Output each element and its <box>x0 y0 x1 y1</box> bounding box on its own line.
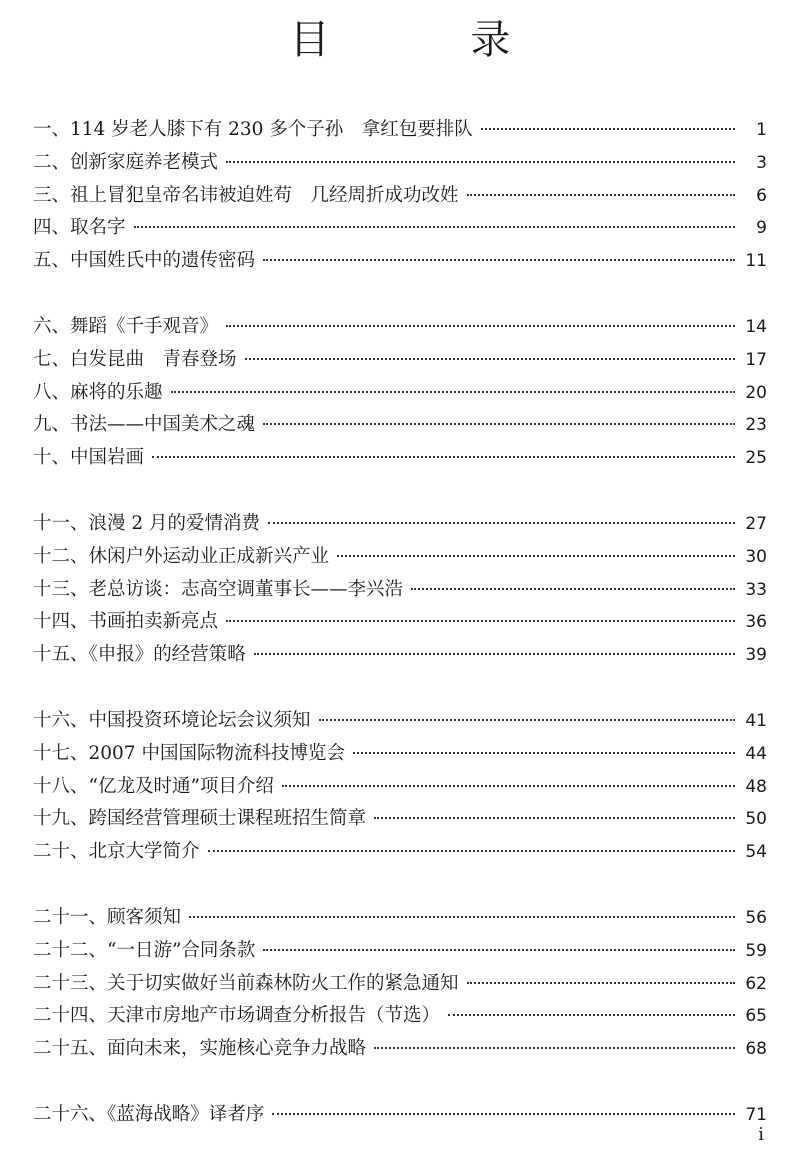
toc-entry-page-number: 39 <box>745 645 767 666</box>
dot-leader <box>152 455 735 458</box>
toc-entry-page-number: 23 <box>745 415 767 436</box>
toc-entry[interactable] <box>33 902 767 935</box>
toc-entry[interactable] <box>33 245 767 278</box>
toc-entry-page-number: 71 <box>745 1104 767 1125</box>
toc-entry-page-number: 14 <box>745 316 767 337</box>
toc-entry[interactable] <box>33 606 767 639</box>
toc-entry[interactable] <box>33 409 767 442</box>
dot-leader <box>245 357 735 360</box>
dot-leader <box>263 422 735 425</box>
dot-leader <box>226 619 735 622</box>
toc-entry[interactable] <box>33 968 767 1001</box>
dot-leader <box>254 652 735 655</box>
toc-entry-page-number: 17 <box>745 349 767 370</box>
toc-entry[interactable] <box>33 147 767 180</box>
toc-entry[interactable] <box>33 639 767 672</box>
toc-entry[interactable] <box>33 180 767 213</box>
toc-entry[interactable] <box>33 1099 767 1132</box>
dot-leader <box>268 521 735 524</box>
dot-leader <box>134 225 735 228</box>
toc-entry-title: 二十六、《蓝海战略》译者序 <box>33 1103 265 1125</box>
toc-entry-page-number: 25 <box>745 448 767 469</box>
toc-entry-title: 四、取名字 <box>33 217 126 239</box>
toc-entry-title: 六、舞蹈《千手观音》 <box>33 315 219 337</box>
dot-leader <box>282 784 735 787</box>
toc-entry-title: 三、祖上冒犯皇帝名讳被迫姓苟 几经周折成功改姓 <box>33 184 459 206</box>
toc-entry-page-number: 50 <box>745 809 767 830</box>
toc-entry-title: 十八、“亿龙及时通”项目介绍 <box>33 775 274 797</box>
toc-entry[interactable] <box>33 574 767 607</box>
toc-entry-title: 一、114 岁老人膝下有 230 多个子孙 拿红包要排队 <box>33 119 473 140</box>
toc-entry[interactable] <box>33 377 767 410</box>
dot-leader <box>208 849 735 852</box>
toc-entry[interactable] <box>33 541 767 574</box>
toc-entry[interactable] <box>33 114 767 147</box>
toc-entry-title: 十二、休闲户外运动业正成新兴产业 <box>33 545 330 567</box>
toc-entry-title: 七、白发昆曲 青春登场 <box>33 348 237 370</box>
toc-entry-page-number: 68 <box>745 1039 767 1060</box>
toc-entry-page-number: 44 <box>745 743 767 764</box>
toc-entry[interactable] <box>33 508 767 541</box>
dot-leader <box>171 390 735 393</box>
toc-entry-page-number: 41 <box>745 710 767 731</box>
toc-entry-page-number: 9 <box>756 218 767 239</box>
toc-entry-title: 十一、浪漫 2 月的爱情消费 <box>33 512 261 534</box>
toc-entry-page-number: 1 <box>756 120 767 140</box>
toc-entry-page-number: 33 <box>745 579 767 600</box>
toc-group <box>33 311 767 475</box>
dot-leader <box>481 127 735 130</box>
dot-leader <box>189 915 735 918</box>
toc-entry-title: 二十三、关于切实做好当前森林防火工作的紧急通知 <box>33 972 459 994</box>
dot-leader <box>226 324 735 327</box>
dot-leader <box>411 587 735 590</box>
toc-entry[interactable] <box>33 836 767 869</box>
toc-entry[interactable] <box>33 1000 767 1033</box>
toc-entry-title: 五、中国姓氏中的遗传密码 <box>33 250 256 272</box>
toc-entry[interactable] <box>33 311 767 344</box>
toc-entry-page-number: 56 <box>745 907 767 928</box>
toc-entry-title: 十、中国岩画 <box>33 447 145 469</box>
toc-entry[interactable] <box>33 771 767 804</box>
toc-group <box>33 1099 767 1132</box>
toc-group <box>33 508 767 672</box>
toc-entry[interactable] <box>33 1033 767 1066</box>
toc-entry[interactable] <box>33 803 767 836</box>
toc-entry[interactable] <box>33 344 767 377</box>
toc-entry-page-number: 3 <box>756 152 767 173</box>
toc-entry-page-number: 48 <box>745 776 767 797</box>
table-of-contents <box>33 114 767 1165</box>
page-folio: i <box>758 1124 764 1145</box>
dot-leader <box>263 948 735 951</box>
toc-entry-title: 十四、书画拍卖新亮点 <box>33 611 219 633</box>
toc-entry[interactable] <box>33 705 767 738</box>
toc-entry-page-number: 6 <box>756 185 767 206</box>
dot-leader <box>467 193 735 196</box>
toc-entry[interactable] <box>33 935 767 968</box>
toc-entry-page-number: 27 <box>745 513 767 534</box>
dot-leader <box>353 751 735 754</box>
toc-entry-title: 二十一、顾客须知 <box>33 906 182 928</box>
dot-leader <box>467 981 735 984</box>
dot-leader <box>226 160 735 163</box>
page-title: 目 录 <box>289 17 575 63</box>
toc-entry-title: 二十、北京大学简介 <box>33 841 200 863</box>
toc-entry-title: 二十五、面向未来，实施核心竞争力战略 <box>33 1038 367 1060</box>
dot-leader <box>374 1046 735 1049</box>
toc-entry-title: 十六、中国投资环境论坛会议须知 <box>33 709 311 731</box>
toc-entry-page-number: 62 <box>745 973 767 994</box>
dot-leader <box>263 258 735 261</box>
toc-entry[interactable] <box>33 738 767 771</box>
toc-entry-page-number: 59 <box>745 940 767 961</box>
toc-entry[interactable] <box>33 442 767 475</box>
toc-entry-title: 二十四、天津市房地产市场调查分析报告（节选） <box>33 1005 441 1027</box>
dot-leader <box>374 816 735 819</box>
toc-entry-title: 九、书法——中国美术之魂 <box>33 414 256 436</box>
toc-entry-page-number: 11 <box>745 251 767 272</box>
dot-leader <box>272 1112 735 1115</box>
toc-entry-title: 十五、《申报》的经营策略 <box>33 644 246 666</box>
toc-entry-page-number: 54 <box>745 842 767 863</box>
dot-leader <box>319 718 735 721</box>
toc-entry-title: 十九、跨国经营管理硕士课程班招生简章 <box>33 808 367 830</box>
toc-entry-title: 十七、2007 中国国际物流科技博览会 <box>33 742 345 764</box>
dot-leader <box>337 554 735 557</box>
toc-group <box>33 114 767 278</box>
toc-entry-title: 二、创新家庭养老模式 <box>33 151 219 173</box>
toc-entry-page-number: 20 <box>745 382 767 403</box>
toc-group <box>33 705 767 869</box>
toc-entry-title: 十三、老总访谈：志高空调董事长——李兴浩 <box>33 578 404 600</box>
dot-leader <box>448 1013 735 1016</box>
toc-group <box>33 902 767 1066</box>
toc-entry-title: 八、麻将的乐趣 <box>33 381 163 403</box>
toc-entry-title: 二十二、“一日游”合同条款 <box>33 939 256 961</box>
toc-entry-page-number: 36 <box>745 612 767 633</box>
toc-entry[interactable] <box>33 212 767 245</box>
toc-entry-page-number: 30 <box>745 546 767 567</box>
toc-entry-page-number: 65 <box>745 1006 767 1027</box>
